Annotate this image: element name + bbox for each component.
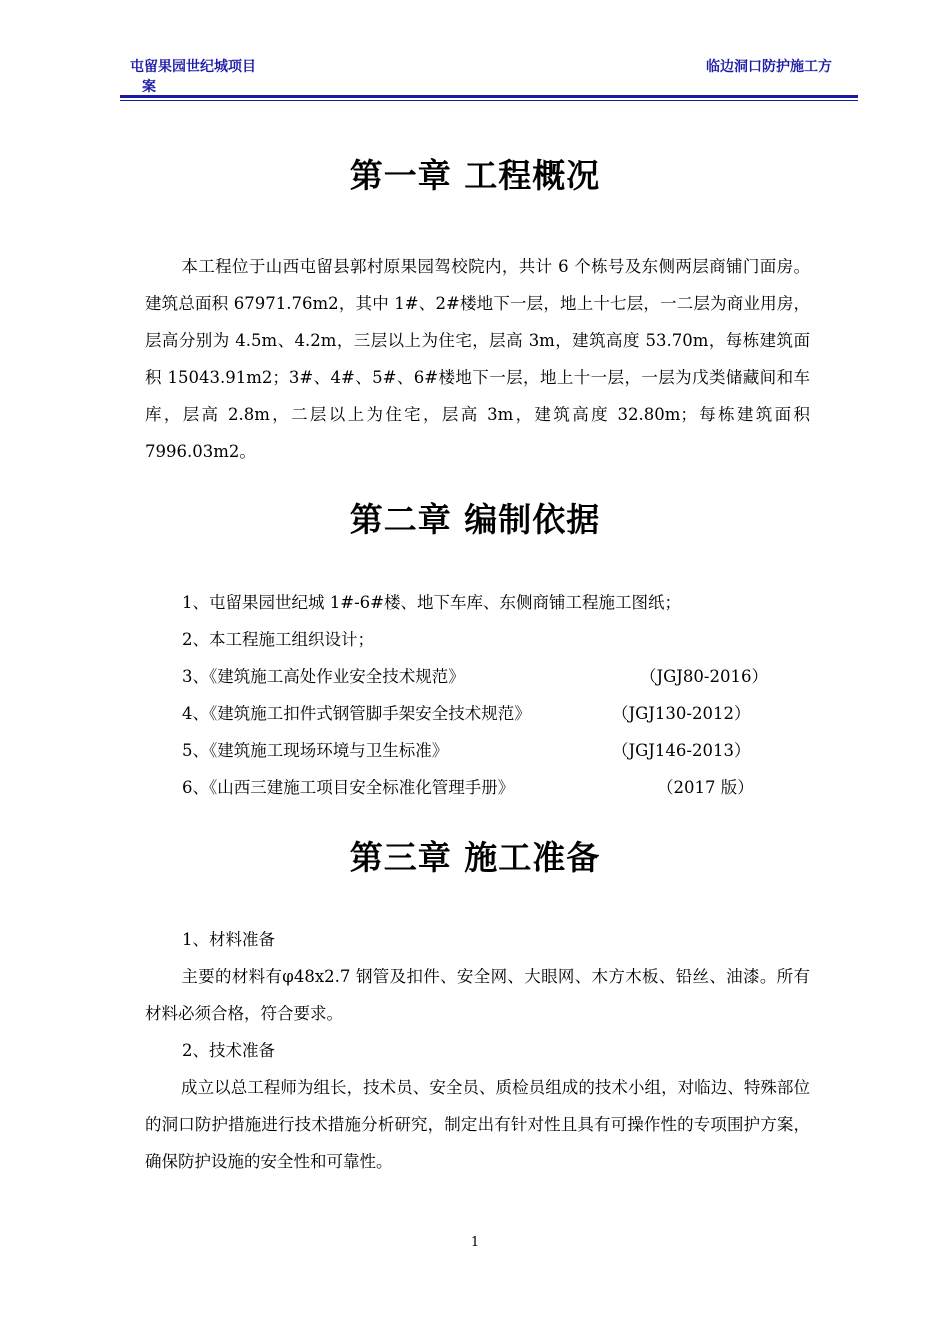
header-left-line1: 屯留果园世纪城项目 <box>130 59 256 75</box>
basis-item-4-standard: （JGJ130-2012） <box>612 704 751 723</box>
basis-item-3-standard: （JGJ80-2016） <box>640 667 768 686</box>
prep-technical-heading: 2、技术准备 <box>182 1041 275 1060</box>
prep-material-body <box>145 958 810 1032</box>
chapter3-title: 第三章 施工准备 <box>349 838 601 877</box>
header-right: 临边洞口防护施工方 <box>706 59 832 75</box>
basis-item-1: 1、屯留果园世纪城 1#-6#楼、地下车库、东侧商铺工程施工图纸； <box>182 593 681 612</box>
prep-material-heading: 1、材料准备 <box>182 930 275 949</box>
chapter1-body-text: 本工程位于山西屯留县郭村原果园驾校院内，共计 6 个栋号及东侧两层商铺门面房。建筑总面积 67971.76m2，其中 1#、2#楼地下一层，地上十七层，一二层为商业用房，层高分别为 4.5m、4.2m，三层以上为住宅，层高 3m，建筑高度 53.70m，每栋建筑面积 15043.91m2；3#、4#、5#、6#楼地下一层，地上十一层，一层为戊类储藏间和车库，层高 2.8m，二层以上为住宅，层高 3m，建筑高度 32.80m；每栋建筑面积 7996.03m2。 <box>145 257 810 461</box>
chapter1-body <box>145 248 810 470</box>
basis-item-3: 3、《建筑施工高处作业安全技术规范》 <box>182 667 465 686</box>
basis-item-6: 6、《山西三建施工项目安全标准化管理手册》 <box>182 778 515 797</box>
basis-item-2: 2、本工程施工组织设计； <box>182 630 374 649</box>
chapter2-title: 第二章 编制依据 <box>349 500 601 539</box>
page-number: 1 <box>470 1235 480 1250</box>
basis-item-5: 5、《建筑施工现场环境与卫生标准》 <box>182 741 449 760</box>
header-left <box>130 57 280 97</box>
basis-item-4: 4、《建筑施工扣件式钢管脚手架安全技术规范》 <box>182 704 531 723</box>
prep-material-body-text: 主要的材料有φ48x2.7 钢管及扣件、安全网、大眼网、木方木板、铅丝、油漆。所有材料必须合格，符合要求。 <box>145 967 810 1023</box>
header-rule-thin <box>120 100 858 101</box>
header-rule-thick <box>120 95 858 98</box>
prep-technical-body-text: 成立以总工程师为组长，技术员、安全员、质检员组成的技术小组，对临边、特殊部位的洞口防护措施进行技术措施分析研究，制定出有针对性且具有可操作性的专项围护方案，确保防护设施的安全性和可靠性。 <box>145 1078 810 1171</box>
chapter1-title: 第一章 工程概况 <box>349 156 601 195</box>
header-left-line2: 案 <box>142 79 156 95</box>
prep-technical-body <box>145 1069 810 1180</box>
basis-item-5-standard: （JGJ146-2013） <box>612 741 751 760</box>
basis-item-6-standard: （2017 版） <box>657 778 754 797</box>
